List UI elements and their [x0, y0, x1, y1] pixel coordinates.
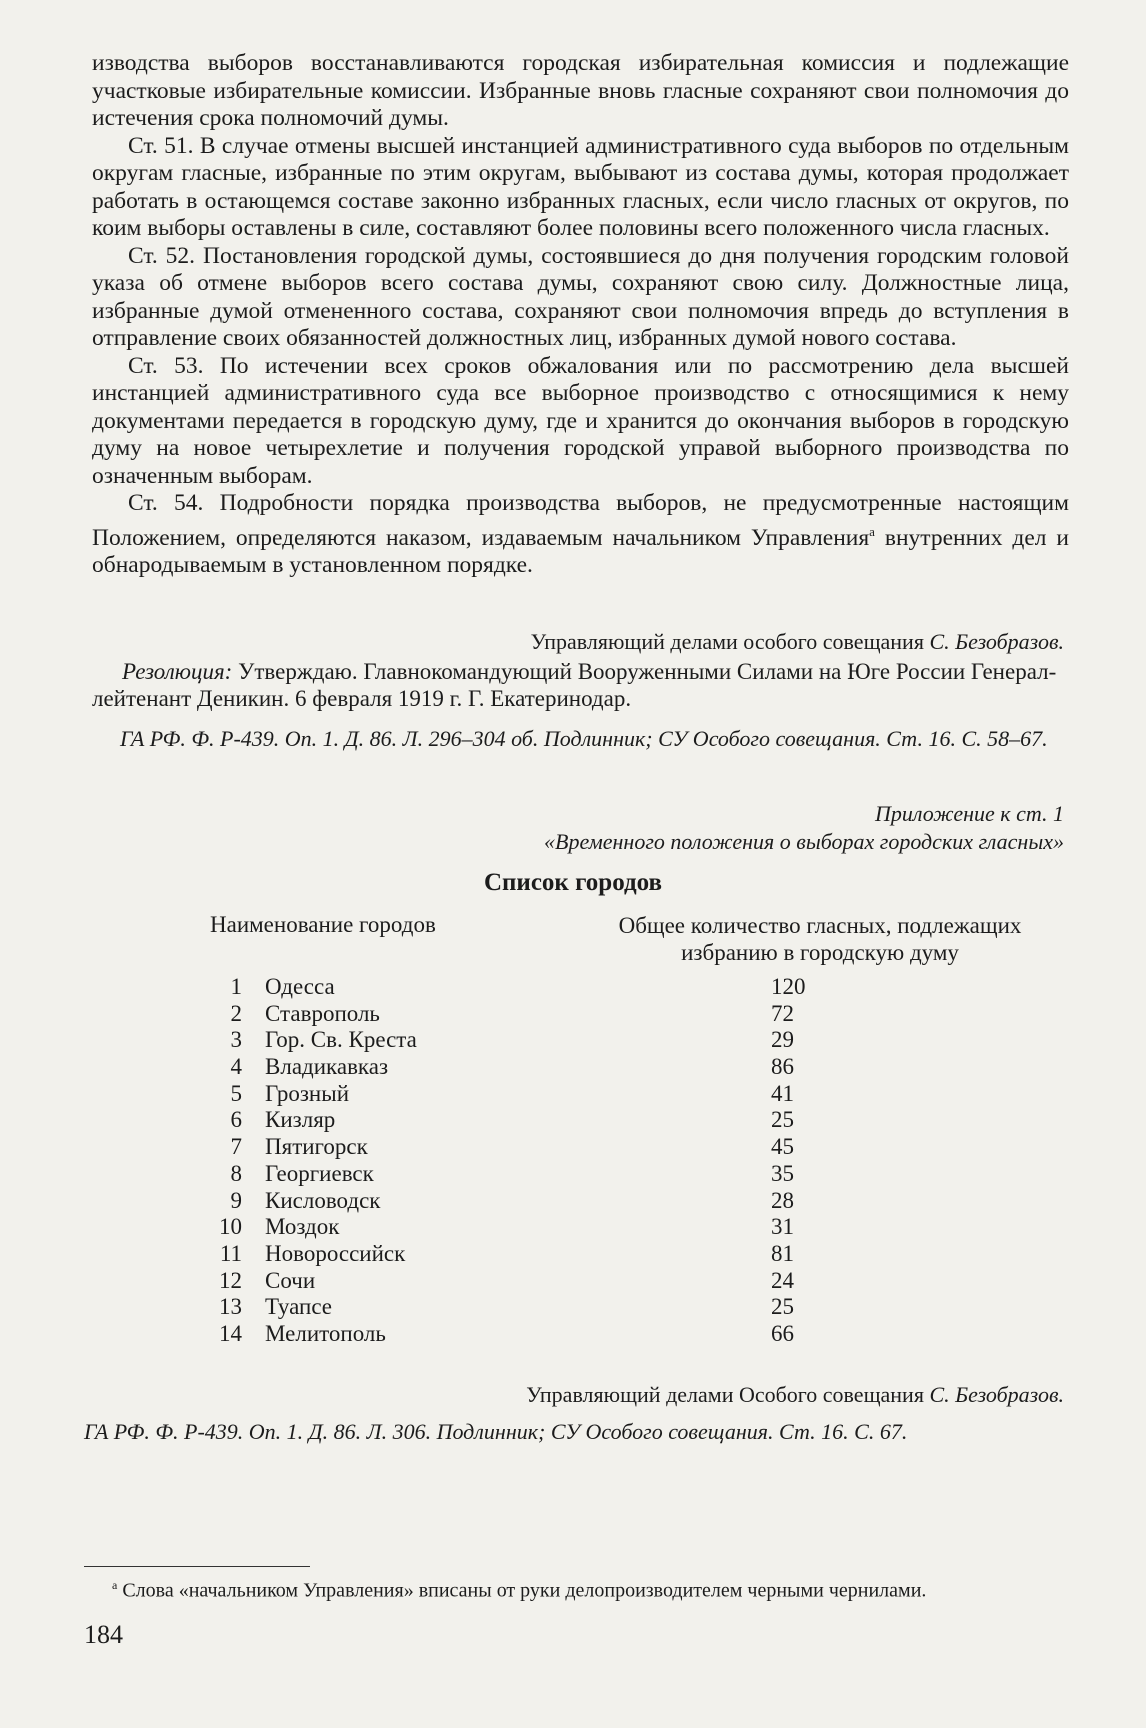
column-header-city: Наименование городов: [210, 912, 436, 937]
city-number: 12: [219, 1267, 242, 1293]
city-list: [0, 974, 1146, 1348]
table-row: [0, 1134, 1146, 1161]
city-number: 1: [230, 974, 242, 999]
city-number: 5: [230, 1080, 242, 1106]
appendix-heading: [544, 800, 1064, 856]
deputy-count: 41: [771, 1080, 794, 1106]
table-row: [0, 1081, 1146, 1108]
city-name: Сочи: [265, 1267, 316, 1293]
deputy-count: 29: [771, 1027, 794, 1053]
city-number: 7: [230, 1134, 242, 1160]
city-name: Кизляр: [265, 1107, 336, 1133]
city-number: 3: [230, 1027, 242, 1053]
footnote-marker: а: [112, 1578, 118, 1592]
city-number: 14: [219, 1320, 242, 1346]
table-row: [0, 1294, 1146, 1321]
city-name: Грозный: [265, 1080, 350, 1106]
city-name: Ставрополь: [265, 1000, 380, 1026]
city-number: 6: [230, 1107, 242, 1133]
city-number: 4: [230, 1054, 242, 1080]
table-row: [0, 1268, 1146, 1295]
resolution-label: Резолюция:: [122, 659, 233, 684]
list-title: Список городов: [483, 869, 663, 896]
footnote-text: Слова «начальником Управления» вписаны от руки делопроизводителем черными чернилами.: [117, 1579, 927, 1602]
deputy-count: 31: [771, 1214, 794, 1240]
deputy-count: 24: [771, 1267, 794, 1293]
city-name: Кисловодск: [265, 1187, 381, 1213]
deputy-count: 25: [771, 1107, 794, 1133]
city-name: Владикавказ: [265, 1054, 389, 1080]
city-name: Гор. Св. Креста: [265, 1027, 417, 1053]
table-row: [0, 1027, 1146, 1054]
table-row: [0, 1188, 1146, 1215]
deputy-count: 45: [771, 1134, 794, 1160]
deputy-count: 35: [771, 1160, 794, 1186]
deputy-count: 86: [771, 1054, 794, 1080]
paragraph-article-51: Ст. 51. В случае отмены высшей инстанцией административного суда выборов по отдельным округам гласные, избранные по этим округам, выбывают из состава думы, которая продолжает работать в остающемся составе законно избранных гласных, если число гласных от округов, по коим выборы оставлены в силе, составляют более половины всего положенного числа гласных.: [92, 132, 1069, 241]
signature-1: [531, 629, 1064, 655]
signature-name: С. Безобразов.: [929, 629, 1064, 654]
deputy-count: 120: [771, 974, 806, 999]
resolution-text: Утверждаю. Главнокомандующий Вооруженными Силами на Юге России Генерал-лейтенант Деникин. 6 февраля 1919 г. Г. Екатеринодар.: [92, 659, 1057, 711]
paragraph: изводства выборов восстанавливаются городская избирательная комиссия и подлежащие участковые избирательные комиссии. Избранные вновь гласные сохраняют свои полномочия до истечения срока полномочий думы.: [92, 50, 1069, 131]
signature-title: Управляющий делами особого совещания: [530, 629, 930, 654]
city-number: 9: [230, 1187, 242, 1213]
appendix-line: «Временного положения о выборах городских гласных»: [544, 829, 1064, 854]
city-name: Георгиевск: [265, 1160, 374, 1186]
city-number: 2: [230, 1000, 242, 1026]
deputy-count: 81: [771, 1240, 794, 1266]
paragraph-article-52: Ст. 52. Постановления городской думы, состоявшиеся до дня получения городским головой указа об отмене выборов всего состава думы, сохраняют свою силу. Должностные лица, избранные думой отмененного состава, сохраняют свои полномочия впредь до вступления в отправление своих обязанностей должностных лиц, избранных думой нового состава.: [92, 242, 1069, 351]
table-row: [0, 1321, 1146, 1348]
city-number: 11: [219, 1240, 242, 1266]
table-row: [0, 1001, 1146, 1028]
city-name: Мелитополь: [265, 1320, 386, 1346]
city-name: Пятигорск: [265, 1134, 368, 1160]
city-number: 8: [230, 1160, 242, 1186]
table-row: [0, 1161, 1146, 1188]
page-number: 184: [84, 1620, 123, 1649]
deputy-count: 28: [771, 1187, 794, 1213]
city-name: Туапсе: [265, 1294, 333, 1320]
table-row: [0, 1214, 1146, 1241]
footnote-divider: [84, 1566, 310, 1567]
city-name: Одесса: [265, 974, 335, 999]
footnote: [112, 1578, 926, 1603]
resolution: [92, 658, 1062, 712]
deputy-count: 66: [771, 1320, 794, 1346]
main-text: [92, 50, 1069, 579]
deputy-count: 25: [771, 1294, 794, 1320]
signature-2: [526, 1382, 1064, 1408]
archive-reference-1: ГА РФ. Ф. Р-439. Оп. 1. Д. 86. Л. 296–304 об. Подлинник; СУ Особого совещания. Ст. 16. С. 58–67.: [120, 726, 1048, 751]
appendix-line: Приложение к ст. 1: [874, 801, 1064, 826]
footnote-marker: а: [869, 523, 875, 539]
city-name: Новороссийск: [265, 1240, 406, 1266]
archive-reference-2: ГА РФ. Ф. Р-439. Оп. 1. Д. 86. Л. 306. Подлинник; СУ Особого совещания. Ст. 16. С. 67.: [84, 1419, 908, 1444]
article-54-text: Ст. 54. Подробности порядка производства выборов, не предусмотренные настоящим Положением, определяются наказом, издаваемым начальником Управления: [92, 490, 1069, 551]
city-number: 13: [219, 1294, 242, 1320]
table-row: [0, 1054, 1146, 1081]
table-row: [0, 974, 1146, 1001]
deputy-count: 72: [771, 1000, 794, 1026]
column-header-count: Общее количество гласных, подлежащих избранию в городскую думу: [618, 913, 1022, 965]
paragraph-article-53: Ст. 53. По истечении всех сроков обжалования или по рассмотрению дела высшей инстанцией административного суда все выборное производство с относящимися к нему документами передается в городскую думу, где и хранится до окончания выборов в городскую думу на новое четырехлетие и получения городской управой выборного производства по означенным выборам.: [92, 352, 1069, 489]
signature-title: Управляющий делами Особого совещания: [526, 1382, 930, 1407]
paragraph-article-54: [92, 490, 1069, 579]
signature-name: С. Безобразов.: [929, 1382, 1064, 1407]
city-name: Моздок: [265, 1214, 340, 1240]
table-row: [0, 1107, 1146, 1134]
city-number: 10: [219, 1214, 242, 1240]
table-row: [0, 1241, 1146, 1268]
article-54-text-end: внутренних дел и обнародываемым в установленном порядке.: [92, 524, 1070, 578]
